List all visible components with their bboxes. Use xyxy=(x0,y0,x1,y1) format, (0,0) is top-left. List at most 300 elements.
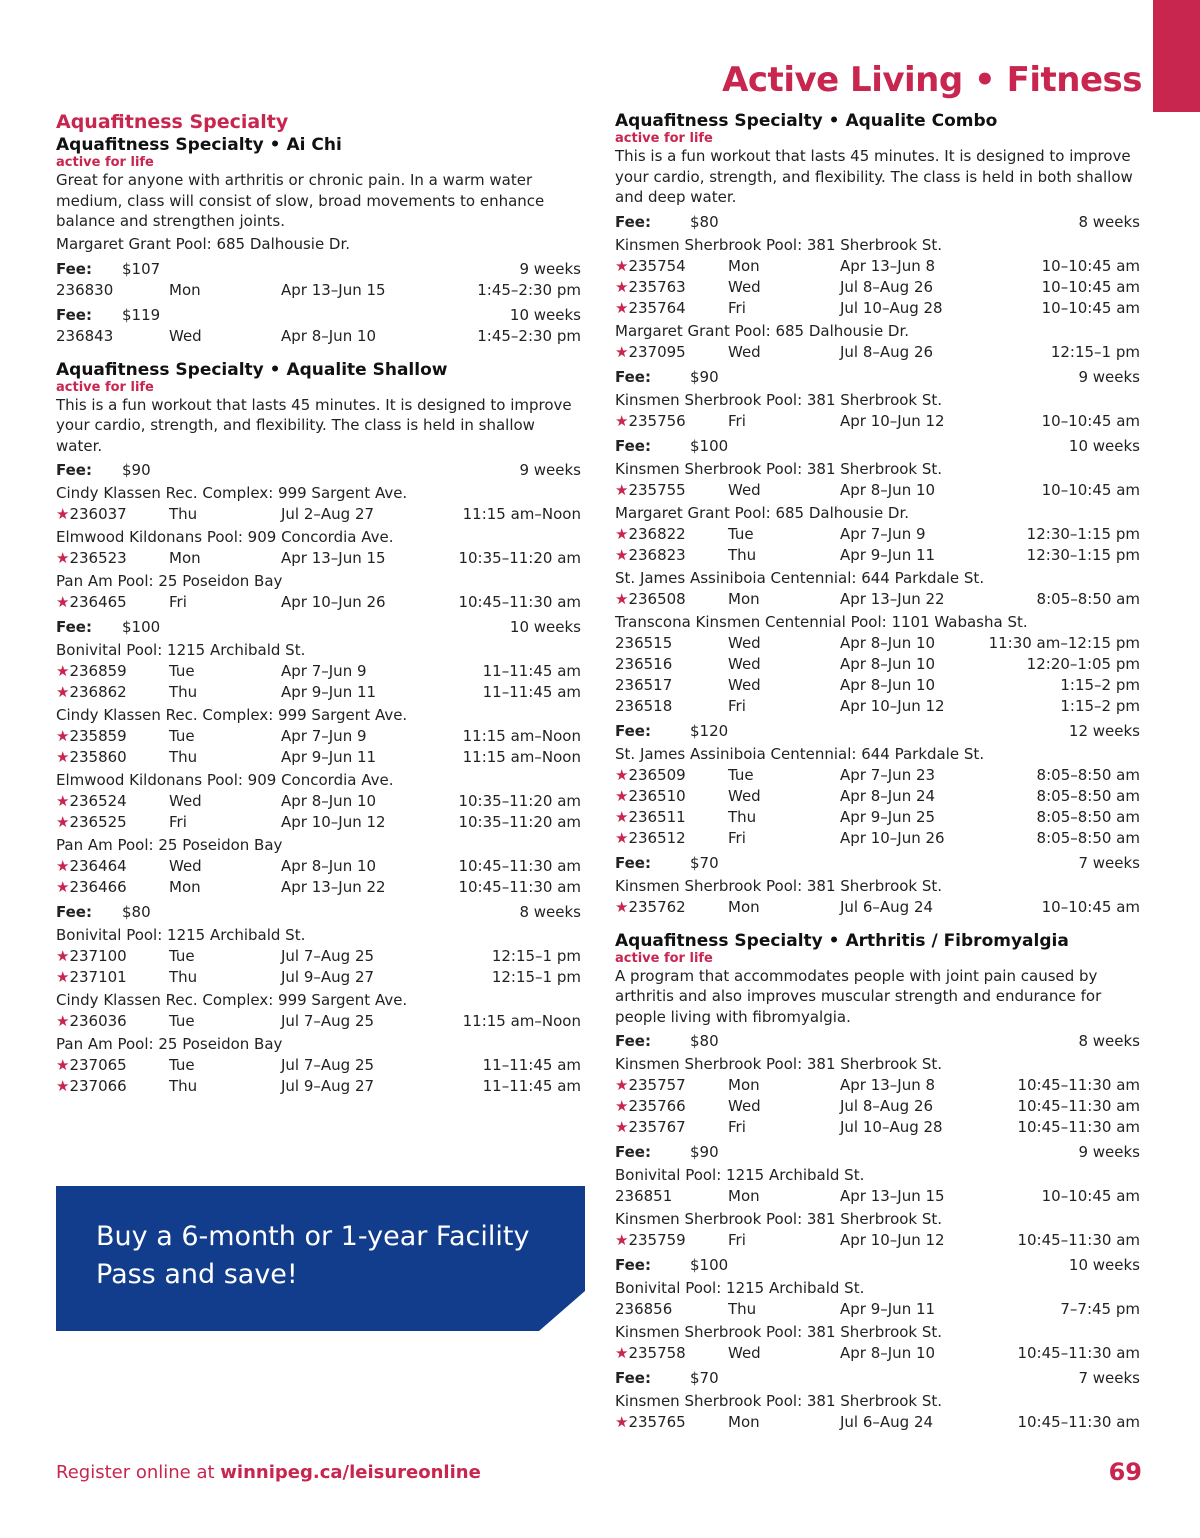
schedule-row[interactable] xyxy=(615,480,1140,501)
date-range: Jul 8–Aug 26 xyxy=(840,342,934,361)
day: Mon xyxy=(728,256,760,275)
fee-amount: $80 xyxy=(122,903,151,921)
course-code[interactable] xyxy=(615,1096,686,1117)
schedule-row[interactable] xyxy=(615,1096,1140,1117)
footer-prefix: Register online at xyxy=(56,1462,221,1483)
course-code[interactable] xyxy=(615,589,686,610)
date-range: Apr 13–Jun 15 xyxy=(281,549,386,567)
location-name: Cindy Klassen Rec. Complex: 999 Sargent Ave. xyxy=(56,991,408,1009)
date-range: Apr 9–Jun 11 xyxy=(281,748,377,766)
fee-weeks: 12 weeks xyxy=(1068,721,1140,740)
day: Tue xyxy=(728,765,754,784)
location-name: Margaret Grant Pool: 685 Dalhousie Dr. xyxy=(615,503,910,522)
schedule-row[interactable] xyxy=(56,1055,581,1076)
course-code[interactable] xyxy=(615,480,686,501)
location-name: Kinsmen Sherbrook Pool: 381 Sherbrook St. xyxy=(615,1323,943,1341)
schedule-row[interactable] xyxy=(615,298,1140,319)
time: 11:15 am–Noon xyxy=(462,748,581,766)
time: 8:05–8:50 am xyxy=(1036,589,1140,608)
time: 8:05–8:50 am xyxy=(1036,828,1140,847)
course-code[interactable] xyxy=(615,342,686,363)
class-title: Aquafitness Specialty • Aqualite Combo xyxy=(615,111,998,131)
time: 8:05–8:50 am xyxy=(1036,807,1140,826)
course-code[interactable] xyxy=(56,946,127,967)
day: Wed xyxy=(169,857,202,875)
course-code-number: 236830 xyxy=(56,280,114,299)
course-code[interactable] xyxy=(615,545,686,566)
course-code[interactable] xyxy=(615,1230,686,1251)
course-code-number: 236823 xyxy=(628,545,686,564)
day: Tue xyxy=(728,524,754,543)
date-range: Apr 10–Jun 12 xyxy=(840,696,945,715)
page-title: Active Living • Fitness xyxy=(722,60,1142,100)
fee-weeks: 10 weeks xyxy=(509,618,581,636)
schedule-row[interactable] xyxy=(615,633,1140,654)
day: Tue xyxy=(169,662,195,680)
fee-label: Fee: xyxy=(615,212,651,231)
schedule-row[interactable] xyxy=(56,726,581,747)
fee-label: Fee: xyxy=(56,618,92,636)
spacer xyxy=(56,347,581,359)
course-code[interactable] xyxy=(615,411,686,432)
time: 12:15–1 pm xyxy=(1050,342,1140,361)
schedule-row[interactable] xyxy=(56,548,581,569)
star-icon: ★ xyxy=(56,727,70,745)
day: Fri xyxy=(728,828,746,847)
fee-label: Fee: xyxy=(615,1143,651,1161)
day: Wed xyxy=(728,633,761,652)
fee-weeks: 10 weeks xyxy=(1068,436,1140,455)
day: Wed xyxy=(728,1344,761,1362)
course-code-number: 235757 xyxy=(628,1076,686,1094)
course-code[interactable] xyxy=(56,1076,127,1097)
left-class-list xyxy=(56,134,581,1097)
course-code[interactable] xyxy=(615,1299,672,1320)
course-code-number: 235765 xyxy=(628,1413,686,1431)
day: Fri xyxy=(728,1118,746,1136)
day: Tue xyxy=(169,1012,195,1030)
time: 11:15 am–Noon xyxy=(462,727,581,745)
time: 11:15 am–Noon xyxy=(462,1012,581,1030)
day: Fri xyxy=(728,1231,746,1249)
day: Fri xyxy=(169,813,187,831)
day: Tue xyxy=(169,727,195,745)
time: 1:15–2 pm xyxy=(1060,696,1140,715)
course-code[interactable] xyxy=(56,504,127,525)
star-icon: ★ xyxy=(615,256,629,275)
time: 10–10:45 am xyxy=(1041,411,1140,430)
course-code[interactable] xyxy=(56,280,113,301)
date-range: Apr 7–Jun 9 xyxy=(281,662,367,680)
course-code-number: 237065 xyxy=(69,1056,127,1074)
fee-row xyxy=(56,259,581,280)
date-range: Apr 9–Jun 11 xyxy=(281,683,377,701)
time: 12:30–1:15 pm xyxy=(1026,524,1140,543)
course-code[interactable] xyxy=(615,298,686,319)
star-icon: ★ xyxy=(56,878,70,896)
day: Mon xyxy=(728,897,760,916)
fee-amount: $120 xyxy=(690,721,729,740)
time: 10–10:45 am xyxy=(1041,298,1140,317)
course-code[interactable] xyxy=(615,675,672,696)
day: Thu xyxy=(169,968,198,986)
day: Tue xyxy=(169,947,195,965)
date-range: Jul 7–Aug 25 xyxy=(281,947,375,965)
fee-amount: $70 xyxy=(690,1369,719,1387)
course-code[interactable] xyxy=(56,791,127,812)
star-icon: ★ xyxy=(615,1413,629,1431)
course-code[interactable] xyxy=(615,1075,686,1096)
right-column xyxy=(615,110,1140,1433)
schedule-row[interactable] xyxy=(56,856,581,877)
fee-row xyxy=(615,1368,1140,1389)
course-code-number: 236516 xyxy=(615,654,673,673)
fee-label: Fee: xyxy=(615,367,651,386)
schedule-row[interactable] xyxy=(615,1299,1140,1320)
page-number: 69 xyxy=(1108,1458,1142,1486)
course-code[interactable] xyxy=(56,726,127,747)
course-code-number: 237095 xyxy=(628,342,686,361)
time: 10:35–11:20 am xyxy=(458,792,581,810)
date-range: Apr 10–Jun 12 xyxy=(281,813,386,831)
schedule-row[interactable] xyxy=(615,828,1140,849)
time: 8:05–8:50 am xyxy=(1036,765,1140,784)
day: Tue xyxy=(169,1056,195,1074)
day: Thu xyxy=(169,1077,198,1095)
star-icon: ★ xyxy=(615,828,629,847)
class-description: A program that accommodates people with joint pain caused by arthritis and also improves muscular strength and endurance for people living with fibromyalgia. xyxy=(615,966,1102,1026)
date-range: Apr 9–Jun 11 xyxy=(840,545,936,564)
course-code[interactable] xyxy=(615,633,672,654)
course-code[interactable] xyxy=(615,828,686,849)
day: Thu xyxy=(728,1300,757,1318)
schedule-row[interactable] xyxy=(615,524,1140,545)
schedule-row[interactable] xyxy=(56,280,581,301)
time: 10:35–11:20 am xyxy=(458,549,581,567)
time: 7–7:45 pm xyxy=(1060,1300,1140,1318)
course-code-number: 236512 xyxy=(628,828,686,847)
location-name: Kinsmen Sherbrook Pool: 381 Sherbrook St. xyxy=(615,1210,943,1228)
location-name: Kinsmen Sherbrook Pool: 381 Sherbrook St. xyxy=(615,235,943,254)
course-code-number: 236843 xyxy=(56,326,114,345)
day: Mon xyxy=(728,1413,760,1431)
date-range: Apr 8–Jun 10 xyxy=(840,654,936,673)
fee-amount: $119 xyxy=(122,305,161,324)
date-range: Apr 13–Jun 15 xyxy=(281,280,386,299)
section-title: Aquafitness Specialty xyxy=(56,111,289,133)
time: 10:45–11:30 am xyxy=(1017,1097,1140,1115)
star-icon: ★ xyxy=(615,1231,629,1249)
fee-row xyxy=(615,212,1140,233)
fee-label: Fee: xyxy=(56,903,92,921)
promo-text: Buy a 6-month or 1-year Facility Pass and save! xyxy=(96,1221,530,1290)
star-icon: ★ xyxy=(615,1076,629,1094)
schedule-row[interactable] xyxy=(615,897,1140,918)
footer-link[interactable]: winnipeg.ca/leisureonline xyxy=(220,1462,481,1483)
location-name: Bonivital Pool: 1215 Archibald St. xyxy=(615,1166,865,1184)
schedule-row[interactable] xyxy=(615,545,1140,566)
course-code-number: 235764 xyxy=(628,298,686,317)
course-code[interactable] xyxy=(615,807,686,828)
schedule-row[interactable] xyxy=(615,654,1140,675)
course-code[interactable] xyxy=(56,682,127,703)
course-code[interactable] xyxy=(56,856,127,877)
schedule-row[interactable] xyxy=(615,786,1140,807)
course-code[interactable] xyxy=(615,696,672,717)
fee-amount: $107 xyxy=(122,259,161,278)
schedule-row[interactable] xyxy=(615,277,1140,298)
course-code-number: 236856 xyxy=(615,1300,673,1318)
date-range: Jul 9–Aug 27 xyxy=(281,1077,375,1095)
star-icon: ★ xyxy=(56,968,70,986)
schedule-row[interactable] xyxy=(615,675,1140,696)
schedule-row[interactable] xyxy=(615,411,1140,432)
fee-label: Fee: xyxy=(615,1256,651,1274)
course-code-number: 236510 xyxy=(628,786,686,805)
day: Fri xyxy=(728,298,746,317)
date-range: Jul 10–Aug 28 xyxy=(840,298,943,317)
star-icon: ★ xyxy=(615,786,629,805)
fee-row xyxy=(56,460,581,481)
day: Mon xyxy=(169,280,201,299)
course-code-number: 236466 xyxy=(69,878,127,896)
time: 10:45–11:30 am xyxy=(1017,1413,1140,1431)
star-icon: ★ xyxy=(615,807,629,826)
course-code[interactable] xyxy=(615,1343,686,1364)
course-code[interactable] xyxy=(615,1117,686,1138)
star-icon: ★ xyxy=(56,792,70,810)
course-code-number: 235859 xyxy=(69,727,127,745)
schedule-row[interactable] xyxy=(56,967,581,988)
location-name: Kinsmen Sherbrook Pool: 381 Sherbrook St. xyxy=(615,1392,943,1410)
fee-label: Fee: xyxy=(615,1369,651,1387)
schedule-row[interactable] xyxy=(615,765,1140,786)
course-code[interactable] xyxy=(615,654,672,675)
course-code-number: 236524 xyxy=(69,792,127,810)
day: Thu xyxy=(728,545,757,564)
location-name: St. James Assiniboia Centennial: 644 Parkdale St. xyxy=(615,568,985,587)
course-code-number: 236525 xyxy=(69,813,127,831)
time: 10:45–11:30 am xyxy=(1017,1231,1140,1249)
fee-label: Fee: xyxy=(615,721,651,740)
fee-amount: $100 xyxy=(122,618,161,636)
schedule-row[interactable] xyxy=(56,326,581,347)
date-range: Apr 8–Jun 24 xyxy=(840,786,936,805)
fee-weeks: 9 weeks xyxy=(519,461,581,479)
course-code-number: 237101 xyxy=(69,968,127,986)
schedule-row[interactable] xyxy=(615,1117,1140,1138)
schedule-row[interactable] xyxy=(615,342,1140,363)
fee-row xyxy=(615,853,1140,874)
date-range: Apr 8–Jun 10 xyxy=(840,480,936,499)
time: 10:45–11:30 am xyxy=(1017,1076,1140,1094)
location-name: Bonivital Pool: 1215 Archibald St. xyxy=(615,1279,865,1297)
schedule-row[interactable] xyxy=(615,589,1140,610)
schedule-row[interactable] xyxy=(56,1076,581,1097)
schedule-row[interactable] xyxy=(615,807,1140,828)
day: Wed xyxy=(169,326,202,345)
date-range: Apr 13–Jun 8 xyxy=(840,256,936,275)
course-code-number: 235766 xyxy=(628,1097,686,1115)
fee-label: Fee: xyxy=(56,461,92,479)
star-icon: ★ xyxy=(615,1118,629,1136)
time: 10:45–11:30 am xyxy=(458,593,581,611)
time: 10:45–11:30 am xyxy=(1017,1118,1140,1136)
fee-label: Fee: xyxy=(615,436,651,455)
course-code-number: 236518 xyxy=(615,696,673,715)
time: 10:45–11:30 am xyxy=(458,857,581,875)
day: Wed xyxy=(169,792,202,810)
course-code[interactable] xyxy=(615,1186,672,1207)
course-code-number: 236517 xyxy=(615,675,673,694)
class-title: Aquafitness Specialty • Ai Chi xyxy=(56,135,342,155)
date-range: Apr 7–Jun 23 xyxy=(840,765,936,784)
fee-amount: $100 xyxy=(690,1256,729,1274)
star-icon: ★ xyxy=(615,765,629,784)
date-range: Jul 8–Aug 26 xyxy=(840,277,934,296)
course-code[interactable] xyxy=(56,1011,127,1032)
course-code-number: 235759 xyxy=(628,1231,686,1249)
star-icon: ★ xyxy=(56,662,70,680)
date-range: Apr 10–Jun 26 xyxy=(281,593,386,611)
date-range: Jul 8–Aug 26 xyxy=(840,1097,934,1115)
location-name: Cindy Klassen Rec. Complex: 999 Sargent Ave. xyxy=(56,484,408,502)
course-code[interactable] xyxy=(56,967,127,988)
course-code[interactable] xyxy=(56,592,127,613)
location-name: Kinsmen Sherbrook Pool: 381 Sherbrook St. xyxy=(615,390,943,409)
footer-register xyxy=(56,1462,481,1483)
course-code-number: 235758 xyxy=(628,1344,686,1362)
facility-pass-promo[interactable] xyxy=(56,1186,585,1331)
course-code[interactable] xyxy=(56,747,127,768)
date-range: Apr 13–Jun 22 xyxy=(281,878,386,896)
left-column xyxy=(56,110,581,1097)
date-range: Jul 6–Aug 24 xyxy=(840,897,934,916)
location-name: St. James Assiniboia Centennial: 644 Parkdale St. xyxy=(615,744,985,763)
star-icon: ★ xyxy=(56,549,70,567)
day: Mon xyxy=(169,878,201,896)
star-icon: ★ xyxy=(615,342,629,361)
class-description: This is a fun workout that lasts 45 minutes. It is designed to improve your cardio, strength, and flexibility. The class is held in both shallow and deep water. xyxy=(615,147,1133,206)
fee-label: Fee: xyxy=(615,1032,651,1050)
schedule-row[interactable] xyxy=(615,256,1140,277)
schedule-row[interactable] xyxy=(56,791,581,812)
course-code-number: 237100 xyxy=(69,947,127,965)
schedule-row[interactable] xyxy=(615,696,1140,717)
schedule-row[interactable] xyxy=(615,1186,1140,1207)
schedule-row[interactable] xyxy=(56,877,581,898)
schedule-row[interactable] xyxy=(56,1011,581,1032)
location-name: Cindy Klassen Rec. Complex: 999 Sargent Ave. xyxy=(56,706,408,724)
day: Mon xyxy=(728,1187,760,1205)
course-code-number: 236465 xyxy=(69,593,127,611)
date-range: Jul 7–Aug 25 xyxy=(281,1056,375,1074)
fee-weeks: 7 weeks xyxy=(1078,1369,1140,1387)
star-icon: ★ xyxy=(615,298,629,317)
spacer xyxy=(615,918,1140,930)
date-range: Jul 2–Aug 27 xyxy=(281,505,375,523)
fee-weeks: 9 weeks xyxy=(1078,367,1140,386)
course-code-number: 235754 xyxy=(628,256,686,275)
course-code[interactable] xyxy=(56,1055,127,1076)
schedule-row[interactable] xyxy=(615,1412,1140,1433)
fee-row xyxy=(615,1142,1140,1163)
location-name: Pan Am Pool: 25 Poseidon Bay xyxy=(56,572,283,590)
fee-weeks: 10 weeks xyxy=(509,305,581,324)
course-code[interactable] xyxy=(615,277,686,298)
date-range: Apr 8–Jun 10 xyxy=(840,1344,936,1362)
class-block xyxy=(56,347,581,1098)
schedule-row[interactable] xyxy=(56,946,581,967)
schedule-row[interactable] xyxy=(56,747,581,768)
fee-weeks: 8 weeks xyxy=(519,903,581,921)
course-code[interactable] xyxy=(615,1412,686,1433)
class-title: Aquafitness Specialty • Aqualite Shallow xyxy=(56,359,448,380)
course-code-number: 235860 xyxy=(69,748,127,766)
course-code-number: 236036 xyxy=(69,1012,127,1030)
schedule-row[interactable] xyxy=(56,504,581,525)
fee-row xyxy=(56,305,581,326)
schedule-row[interactable] xyxy=(56,812,581,833)
time: 11–11:45 am xyxy=(482,662,581,680)
course-code-number: 236822 xyxy=(628,524,686,543)
schedule-row[interactable] xyxy=(56,682,581,703)
fee-row xyxy=(56,902,581,923)
course-code[interactable] xyxy=(56,877,127,898)
course-code[interactable] xyxy=(615,786,686,807)
active-for-life-tag: active for life xyxy=(56,155,154,170)
course-code[interactable] xyxy=(56,661,127,682)
time: 1:45–2:30 pm xyxy=(477,280,581,299)
course-code[interactable] xyxy=(56,812,127,833)
schedule-row[interactable] xyxy=(56,661,581,682)
time: 12:20–1:05 pm xyxy=(1026,654,1140,673)
section-tab xyxy=(1153,0,1200,112)
fee-row xyxy=(615,367,1140,388)
fee-amount: $90 xyxy=(690,1143,719,1161)
date-range: Apr 9–Jun 11 xyxy=(840,1300,936,1318)
schedule-row[interactable] xyxy=(56,592,581,613)
fee-amount: $90 xyxy=(690,367,719,386)
star-icon: ★ xyxy=(56,813,70,831)
course-code[interactable] xyxy=(56,548,127,569)
date-range: Apr 13–Jun 15 xyxy=(840,1187,945,1205)
schedule-row[interactable] xyxy=(615,1230,1140,1251)
day: Thu xyxy=(169,683,198,701)
schedule-row[interactable] xyxy=(615,1075,1140,1096)
time: 10–10:45 am xyxy=(1041,277,1140,296)
fee-row xyxy=(615,436,1140,457)
course-code[interactable] xyxy=(615,524,686,545)
time: 11:30 am–12:15 pm xyxy=(988,633,1140,652)
location-name: Margaret Grant Pool: 685 Dalhousie Dr. xyxy=(56,234,351,253)
time: 11:15 am–Noon xyxy=(462,505,581,523)
course-code[interactable] xyxy=(615,256,686,277)
course-code[interactable] xyxy=(615,765,686,786)
course-code[interactable] xyxy=(56,326,113,347)
course-code-number: 235763 xyxy=(628,277,686,296)
course-code-number: 236037 xyxy=(69,505,127,523)
fee-weeks: 10 weeks xyxy=(1068,1256,1140,1274)
location-name: Pan Am Pool: 25 Poseidon Bay xyxy=(56,836,283,854)
star-icon: ★ xyxy=(56,593,70,611)
schedule-row[interactable] xyxy=(615,1343,1140,1364)
location-name: Kinsmen Sherbrook Pool: 381 Sherbrook St. xyxy=(615,459,943,478)
course-code[interactable] xyxy=(615,897,686,918)
star-icon: ★ xyxy=(615,411,629,430)
star-icon: ★ xyxy=(615,524,629,543)
course-code-number: 235755 xyxy=(628,480,686,499)
